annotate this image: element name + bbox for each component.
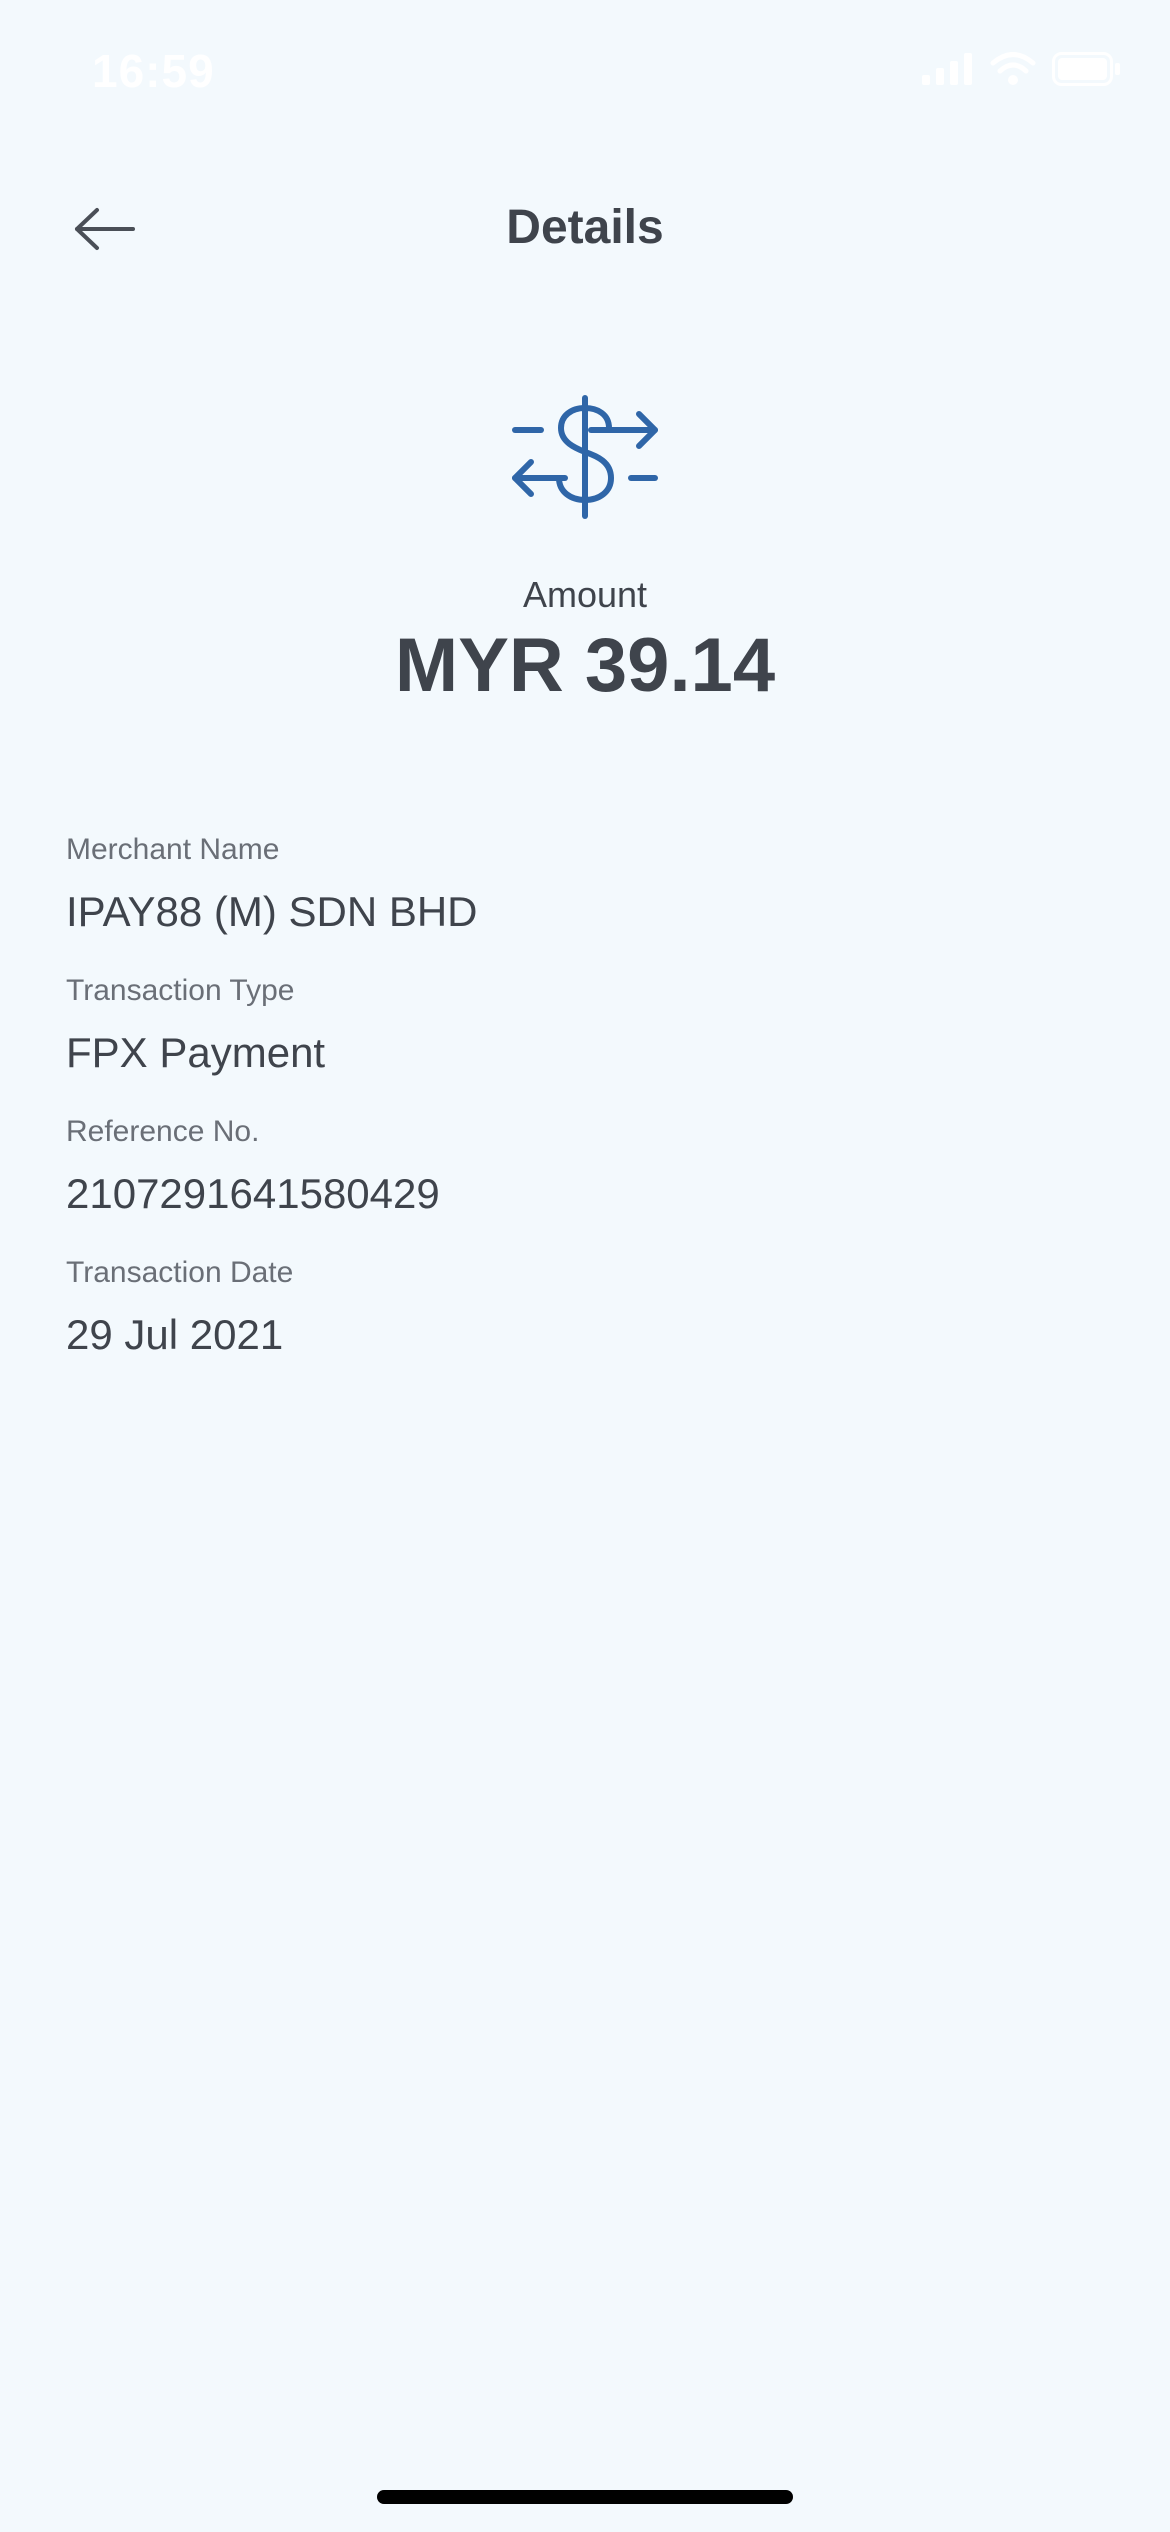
detail-value: FPX Payment (66, 1029, 326, 1076)
detail-label: Transaction Type (66, 974, 295, 1007)
detail-label: Transaction Date (66, 1256, 294, 1289)
details-list (66, 830, 1106, 1394)
detail-value: 29 Jul 2021 (66, 1311, 284, 1358)
detail-transaction-type (66, 971, 1106, 1112)
detail-merchant-name (66, 830, 1106, 971)
battery-icon (1052, 52, 1122, 86)
status-icons (922, 52, 1122, 86)
page-title: Details (506, 201, 664, 254)
amount-label: Amount (522, 574, 648, 615)
detail-reference-no (66, 1112, 1106, 1253)
detail-transaction-date (66, 1253, 1106, 1394)
nav-bar (0, 170, 1170, 290)
detail-value: 2107291641580429 (66, 1170, 440, 1217)
currency-exchange-icon (505, 392, 665, 522)
status-bar (0, 0, 1170, 140)
wifi-icon (990, 52, 1036, 86)
status-time: 16:59 (92, 45, 215, 97)
detail-label: Reference No. (66, 1115, 260, 1148)
home-indicator[interactable] (377, 2490, 793, 2504)
signal-icon (922, 53, 974, 85)
detail-value: IPAY88 (M) SDN BHD (66, 888, 478, 935)
detail-label: Merchant Name (66, 833, 280, 866)
amount-value: MYR 39.14 (394, 623, 776, 708)
